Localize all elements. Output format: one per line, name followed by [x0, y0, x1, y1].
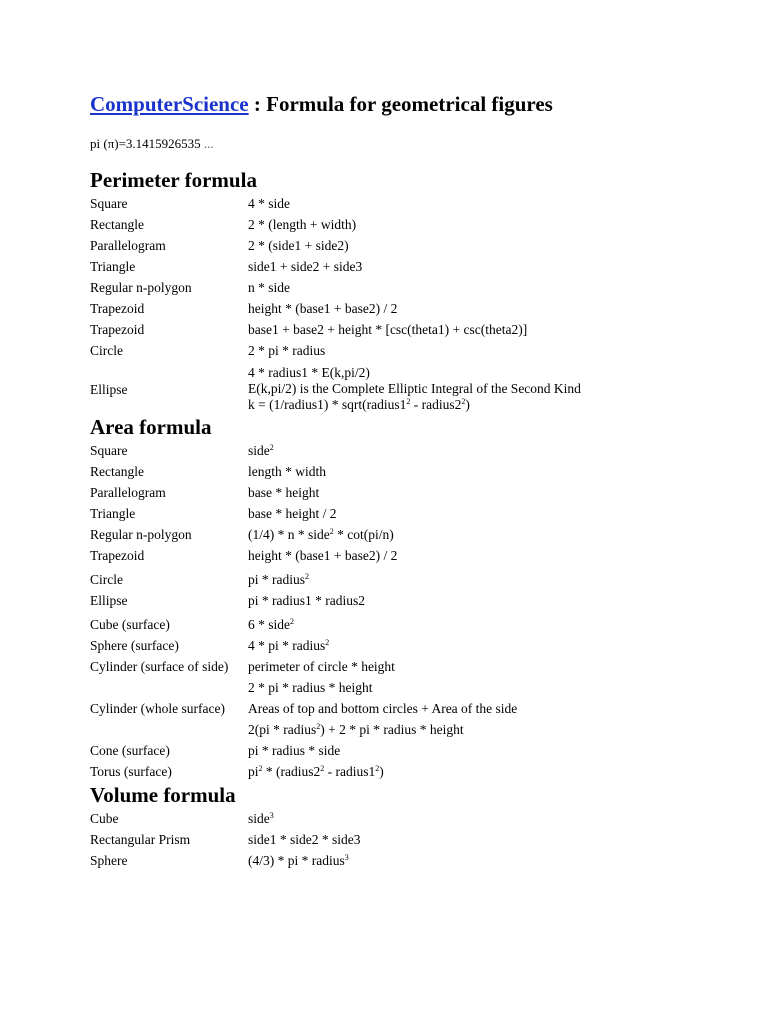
formula: 2 * pi * radius	[248, 343, 326, 358]
volume-heading: Volume formula	[90, 783, 236, 807]
formula-line: 4 * radius1 * E(k,pi/2)	[248, 365, 370, 380]
formula-part: 2(pi * radius	[248, 722, 317, 737]
figure-name: Rectangle	[90, 217, 144, 232]
exponent: 2	[329, 527, 334, 536]
formula: Areas of top and bottom circles + Area of the side	[248, 701, 518, 716]
formula: pi * radius * side	[248, 743, 341, 758]
table-row	[90, 590, 517, 611]
table-row	[90, 761, 517, 782]
formula: base * height	[248, 485, 320, 500]
table-row	[90, 503, 517, 524]
perimeter-table	[90, 193, 581, 413]
table-row	[90, 719, 517, 740]
exponent: 2	[316, 722, 321, 731]
formula	[248, 611, 517, 635]
formula: 2 * (length + width)	[248, 217, 357, 232]
formula-part: (1/4) * n * side	[248, 527, 330, 542]
figure-name: Parallelogram	[90, 485, 166, 500]
formula: height * (base1 + base2) / 2	[248, 548, 398, 563]
formula-part: pi	[248, 764, 259, 779]
figure-name: Circle	[90, 572, 123, 587]
figure-name: Triangle	[90, 506, 136, 521]
formula-part: * (radius2	[262, 764, 321, 779]
table-row	[90, 235, 581, 256]
formula-part: - radius1	[324, 764, 376, 779]
figure-name: Rectangular Prism	[90, 832, 191, 847]
formula: side1 * side2 * side3	[248, 832, 361, 847]
perimeter-heading: Perimeter formula	[90, 168, 257, 192]
table-row	[90, 545, 517, 566]
table-row	[90, 698, 517, 719]
figure-name: Trapezoid	[90, 322, 145, 337]
table-row	[90, 298, 581, 319]
figure-name: Sphere (surface)	[90, 638, 179, 653]
formula	[248, 361, 581, 413]
exponent: 2	[269, 443, 274, 452]
volume-table	[90, 808, 361, 871]
formula	[248, 808, 361, 829]
formula: perimeter of circle * height	[248, 659, 395, 674]
formula	[248, 524, 517, 545]
exponent: 2	[325, 638, 330, 647]
formula-part: - radius2	[410, 397, 462, 412]
formula-part: 4 * pi * radius	[248, 638, 326, 653]
figure-name: Triangle	[90, 259, 136, 274]
exponent: 2	[258, 764, 263, 773]
pi-ellipsis: ...	[200, 136, 214, 151]
area-table	[90, 440, 517, 782]
figure-name: Sphere	[90, 853, 128, 868]
figure-name: Ellipse	[90, 593, 128, 608]
formula: pi * radius1 * radius2	[248, 593, 365, 608]
figure-name: Square	[90, 196, 128, 211]
figure-name: Ellipse	[90, 381, 128, 397]
figure-name: Cone (surface)	[90, 743, 170, 758]
title-text: : Formula for geometrical figures	[248, 92, 553, 116]
table-row	[90, 677, 517, 698]
formula-part: )	[465, 397, 470, 412]
table-row	[90, 340, 581, 361]
formula: 4 * side	[248, 196, 290, 211]
formula: length * width	[248, 464, 326, 479]
formula-part: * cot(pi/n)	[333, 527, 394, 542]
figure-name: Regular n-polygon	[90, 280, 192, 295]
formula-part: pi * radius	[248, 572, 305, 587]
table-row	[90, 850, 361, 871]
exponent: 2	[375, 764, 380, 773]
table-row	[90, 635, 517, 656]
figure-name: Trapezoid	[90, 548, 145, 563]
formula-part: (4/3) * pi * radius	[248, 853, 345, 868]
formula: base * height / 2	[248, 506, 337, 521]
exponent: 2	[320, 764, 325, 773]
table-row	[90, 256, 581, 277]
figure-name: Rectangle	[90, 464, 144, 479]
exponent: 3	[269, 811, 274, 820]
formula: n * side	[248, 280, 290, 295]
formula-line: E(k,pi/2) is the Complete Elliptic Integral of the Second Kind	[248, 381, 581, 396]
figure-name: Regular n-polygon	[90, 527, 192, 542]
figure-name: Circle	[90, 343, 123, 358]
pi-label: pi (π)=3.1415926535	[90, 136, 201, 151]
formula: 2 * pi * radius * height	[248, 680, 373, 695]
figure-name: Torus (surface)	[90, 764, 172, 779]
table-row	[90, 440, 517, 461]
table-row	[90, 524, 517, 545]
page-title	[90, 88, 730, 120]
exponent: 2	[406, 397, 411, 406]
formula: side1 + side2 + side3	[248, 259, 363, 274]
formula-part: k = (1/radius1) * sqrt(radius1	[248, 397, 407, 412]
exponent: 2	[290, 617, 294, 626]
figure-name: Cube (surface)	[90, 617, 170, 632]
formula	[248, 761, 517, 782]
formula-part: )	[379, 764, 384, 779]
figure-name: Square	[90, 443, 128, 458]
table-row	[90, 319, 581, 340]
table-row	[90, 277, 581, 298]
formula-part: ) + 2 * pi * radius * height	[320, 722, 464, 737]
table-row	[90, 361, 581, 413]
formula-part: side	[248, 811, 270, 826]
formula	[248, 440, 517, 461]
table-row	[90, 611, 517, 635]
exponent: 3	[344, 853, 349, 862]
exponent: 2	[305, 572, 309, 581]
formula	[248, 719, 517, 740]
formula-line	[248, 397, 581, 413]
figure-name: Trapezoid	[90, 301, 145, 316]
formula: height * (base1 + base2) / 2	[248, 301, 398, 316]
table-row	[90, 461, 517, 482]
formula-part: 6 * side	[248, 617, 290, 632]
computerscience-link[interactable]: ComputerScience	[90, 92, 249, 116]
exponent: 2	[461, 397, 466, 406]
table-row	[90, 566, 517, 590]
formula: 2 * (side1 + side2)	[248, 238, 349, 253]
table-row	[90, 740, 517, 761]
figure-name: Cylinder (whole surface)	[90, 701, 225, 716]
table-row	[90, 193, 581, 214]
table-row	[90, 214, 581, 235]
table-row	[90, 656, 517, 677]
pi-value	[90, 135, 730, 153]
figure-name: Cube	[90, 811, 119, 826]
formula: base1 + base2 + height * [csc(theta1) + csc(theta2)]	[248, 322, 528, 337]
table-row	[90, 829, 361, 850]
formula	[248, 635, 517, 656]
formula-part: side	[248, 443, 270, 458]
formula	[248, 566, 517, 590]
table-row	[90, 482, 517, 503]
formula	[248, 850, 361, 871]
area-heading: Area formula	[90, 415, 212, 439]
document-page	[90, 88, 730, 871]
figure-name: Parallelogram	[90, 238, 166, 253]
table-row	[90, 808, 361, 829]
figure-name: Cylinder (surface of side)	[90, 659, 229, 674]
